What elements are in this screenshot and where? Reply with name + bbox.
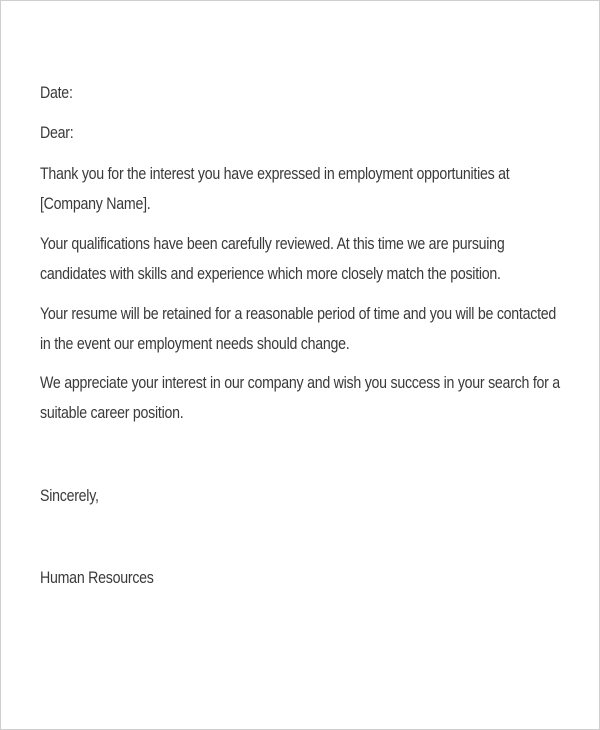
paragraph-qualifications bbox=[40, 229, 505, 289]
paragraph-interest bbox=[40, 159, 510, 219]
paragraph-appreciation bbox=[40, 368, 560, 428]
paragraph-line: We appreciate your interest in our company and wish you success in your search for a bbox=[40, 374, 560, 392]
date-label: Date: bbox=[40, 84, 73, 102]
paragraph-line: Your resume will be retained for a reasonable period of time and you will be contacted bbox=[40, 305, 557, 323]
paragraph-line: Thank you for the interest you have expressed in employment opportunities at bbox=[40, 165, 510, 183]
signer: Human Resources bbox=[40, 569, 154, 587]
paragraph-line: in the event our employment needs should change. bbox=[40, 335, 350, 353]
paragraph-line: Your qualifications have been carefully reviewed. At this time we are pursuing bbox=[40, 235, 505, 253]
paragraph-line: suitable career position. bbox=[40, 404, 184, 422]
paragraph-line: candidates with skills and experience which more closely match the position. bbox=[40, 265, 501, 283]
paragraph-resume-retention bbox=[40, 299, 557, 359]
closing: Sincerely, bbox=[40, 487, 99, 505]
paragraph-line: [Company Name]. bbox=[40, 195, 151, 213]
greeting: Dear: bbox=[40, 124, 74, 142]
